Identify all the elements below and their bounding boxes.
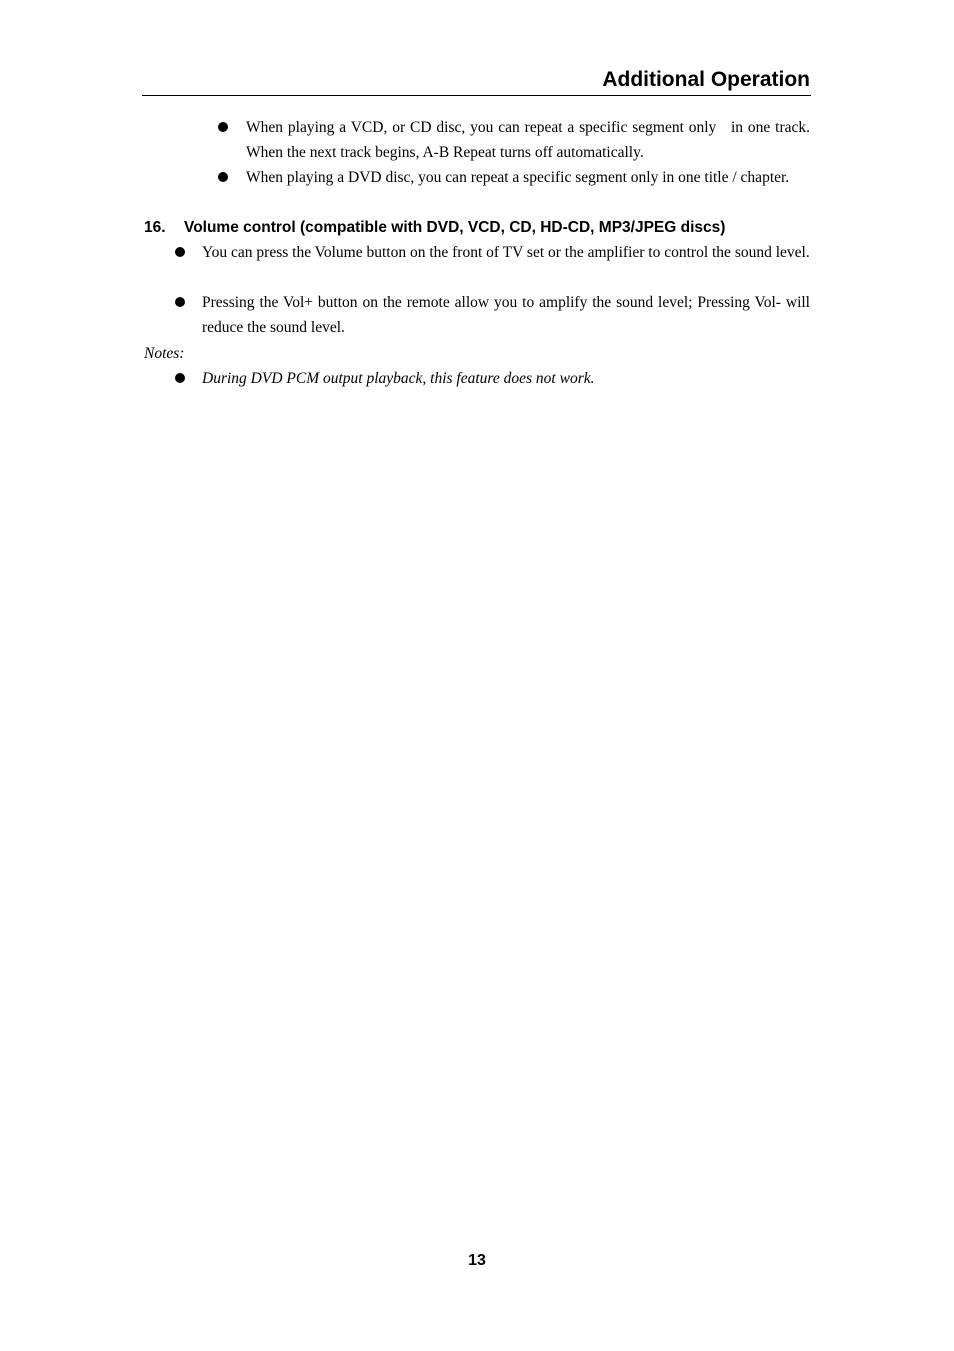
section-heading (144, 215, 811, 240)
bullet-icon (175, 297, 185, 307)
bullet-icon (175, 247, 185, 257)
notes-label: Notes: (144, 345, 185, 362)
note-item: During DVD PCM output playback, this feature does not work. (202, 370, 595, 387)
list-item: Pressing the Vol+ button on the remote allow you to amplify the sound level; Pressing Vol- will reduce the sound level. (202, 294, 810, 336)
list-item: You can press the Volume button on the front of TV set or the amplifier to control the sound level. (202, 244, 810, 261)
bullet-icon (218, 172, 228, 182)
section-title: Volume control (compatible with DVD, VCD, CD, HD-CD, MP3/JPEG discs) (184, 219, 726, 236)
bullet-icon (175, 373, 185, 383)
list-item: When playing a DVD disc, you can repeat a specific segment only in one title / chapter. (246, 169, 790, 186)
section-number: 16. (144, 219, 166, 236)
bullet-icon (218, 122, 228, 132)
page-title: Additional Operation (602, 68, 810, 91)
page-header (142, 66, 811, 96)
list-item: When playing a VCD, or CD disc, you can repeat a specific segment only in one track. When the next track begins, A-B Repeat turns off automatically. (246, 119, 810, 161)
page-number: 13 (468, 1252, 486, 1269)
